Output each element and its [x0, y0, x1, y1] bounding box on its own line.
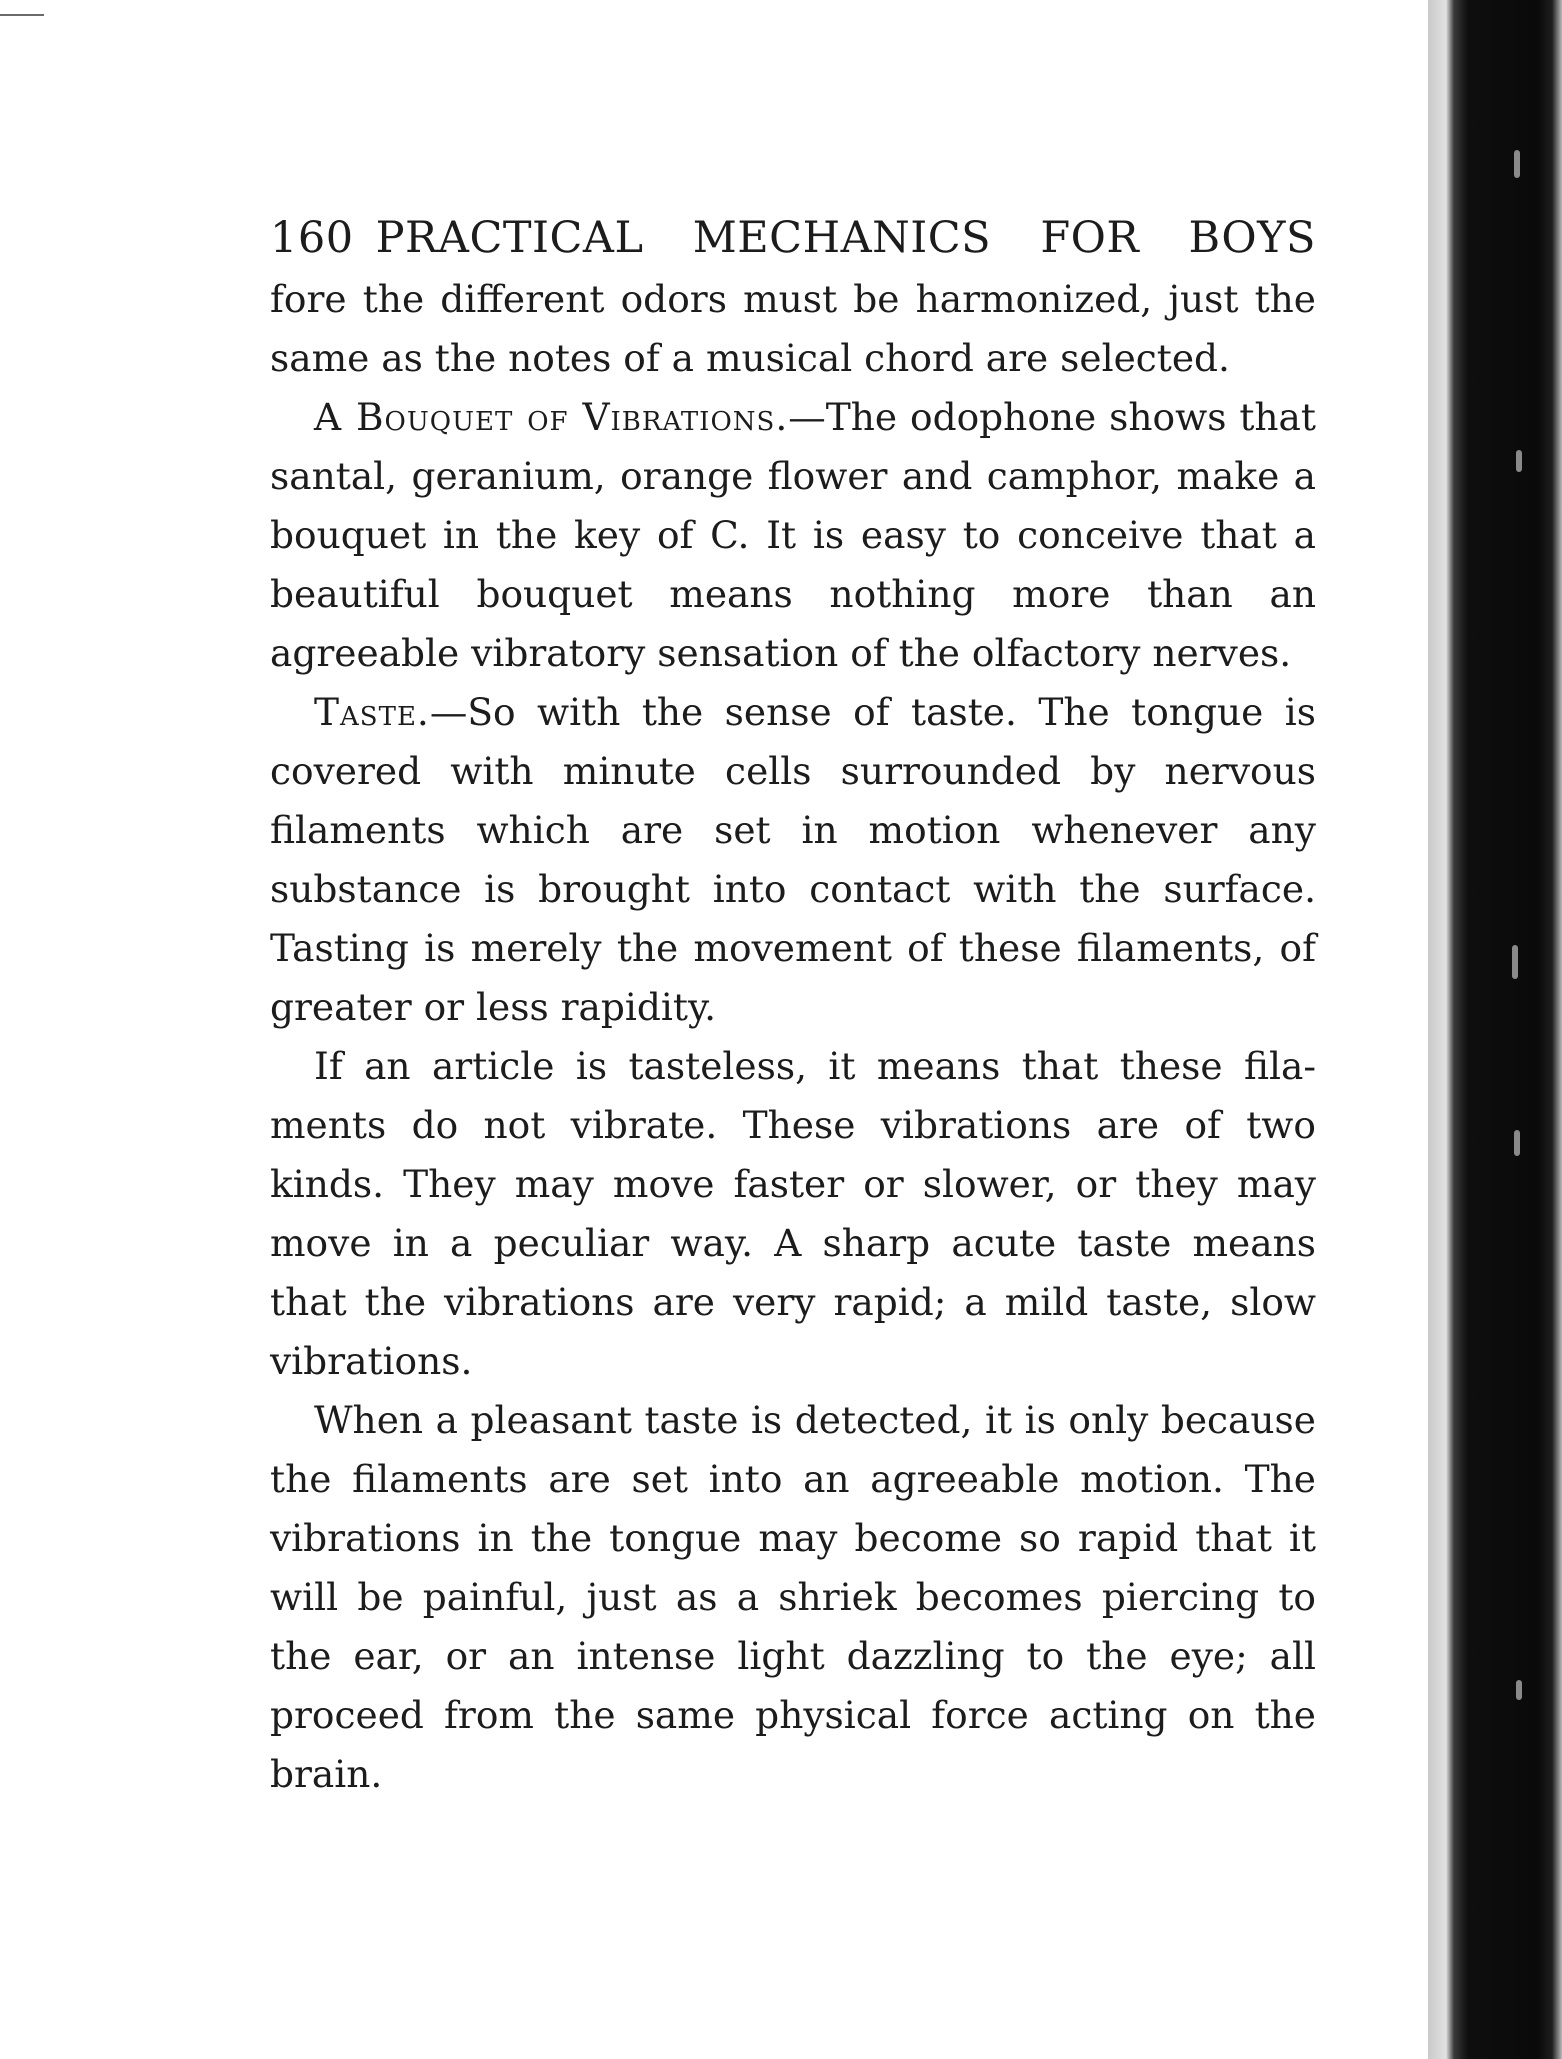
paragraph-text: —So with the sense of taste. The tongue is covered with minute cells surrounded by nervous filaments which are set in motion whenever any substance is brought into contact with the surface. Tasting is merely the movement of these filaments, of greater or less rapidity.: [270, 690, 1316, 1029]
book-page: [270, 210, 1316, 1804]
running-head: [270, 210, 1316, 266]
paragraph-2: [270, 388, 1316, 683]
paragraph-3: [270, 683, 1316, 1037]
section-heading-taste: Taste.: [314, 690, 430, 734]
page-number: 160: [270, 213, 354, 263]
book-title: [376, 210, 1316, 266]
paragraph-text: If an article is tasteless, it means that these filaments do not vibrate. These vibrations are of two kinds. They may move faster or slower, or they may move in a peculiar way. A sharp acute taste means that the vibrations are very rapid; a mild taste, slow vibrations.: [270, 1044, 1316, 1383]
edge-speck: [1516, 1680, 1522, 1700]
section-heading-bouquet: A Bouquet of Vibrations.: [314, 395, 789, 439]
edge-speck: [1512, 945, 1518, 979]
paragraph-text: When a pleasant taste is detected, it is only because the filaments are set into an agreeable motion. The vibrations in the tongue may become so rapid that it will be painful, just as a shriek becomes piercing to the ear, or an intense light dazzling to the eye; all proceed from the same physical force acting on the brain.: [270, 1398, 1316, 1796]
paragraph-4: [270, 1037, 1316, 1391]
book-spine-edge: [1428, 0, 1562, 2059]
title-word: MECHANICS: [692, 213, 992, 263]
scan-corner-mark: [0, 14, 44, 16]
paragraph-text: —The odophone shows that santal, geranium, orange flower and camphor, make a bouquet in the key of C. It is easy to conceive that a beautiful bouquet means nothing more than an agreeable vibratory sensation of the olfactory nerves.: [270, 395, 1316, 675]
title-word: FOR: [1040, 213, 1140, 263]
edge-speck: [1514, 150, 1520, 178]
paragraph-5: [270, 1391, 1316, 1804]
edge-speck: [1514, 1130, 1520, 1156]
title-word: PRACTICAL: [375, 213, 644, 263]
paragraph-text: fore the different odors must be harmonized, just the same as the notes of a musical chord are selected.: [270, 277, 1316, 380]
title-word: BOYS: [1188, 213, 1316, 263]
edge-speck: [1516, 450, 1522, 472]
paragraph-1: [270, 270, 1316, 388]
